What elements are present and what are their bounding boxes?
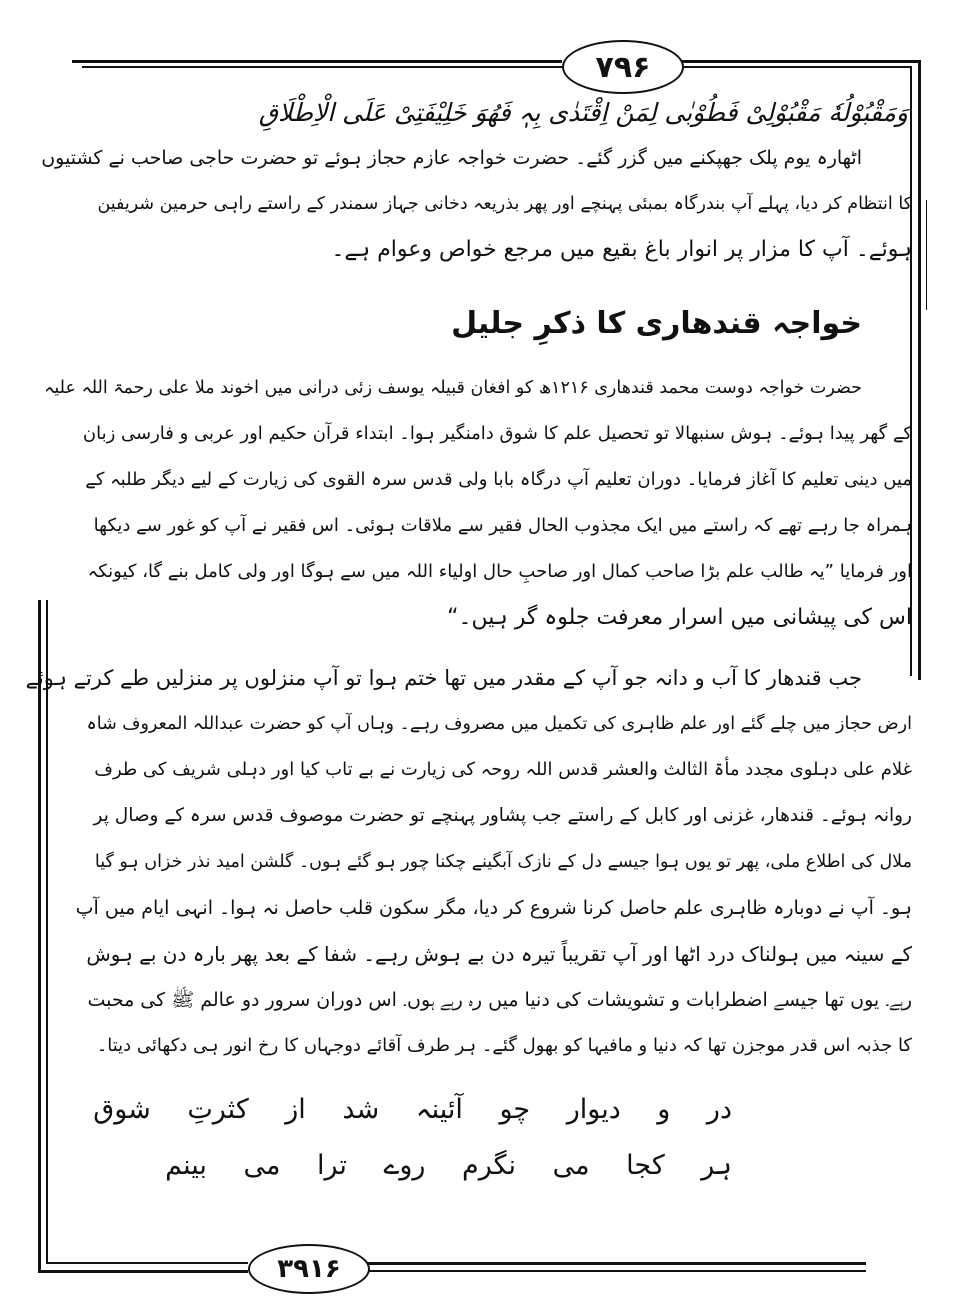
- paragraph-3-line: ہو۔ آپ نے دوبارہ ظاہری علم حاصل کرنا شروع کر دیا، مگر سکون قلب حاصل نہ ہوا۔ انہی ایام میں آپ: [75, 897, 912, 919]
- paragraph-3-line: ملال کی اطلاع ملی، پھر تو یوں ہوا جیسے دل کے نازک آبگینے چکنا چور ہو گئے ہوں۔ گلشن امید نذر خزاں ہو گیا: [94, 852, 912, 872]
- paragraph-1-line: اٹھارہ یوم پلک جھپکنے میں گزر گئے۔ حضرت خواجہ عازم حجاز ہوئے تو حضرت حاجی صاحب نے کشتیوں: [41, 147, 862, 169]
- paragraph-3-line: روانہ ہوئے۔ قندھار، غزنی اور کابل کے راستے جب پشاور پہنچے تو حضرت موصوف قدس سرہ کے وصال پر: [93, 805, 912, 826]
- arabic-quote: وَمَقْبُوْلُهٗ مَقْبُوْلِیْ فَطُوْبٰی لِمَنْ اِقْتَدٰی بِہٖ فَھُوَ خَلِیْفَتِیْ عَلَی الْاِطْلَاقِ: [258, 98, 908, 127]
- section-heading: خواجہ قندھاری کا ذکرِ جلیل: [451, 306, 862, 341]
- border-right-line-outer: [918, 60, 921, 680]
- paragraph-1-line: کا انتظام کر دیا، پہلے آپ بندرگاہ بمبئی پہنچے اور پھر بذریعہ دخانی جہاز سمندر کے راستے راہی حرمین شریفین: [97, 194, 912, 214]
- paragraph-3-line: ارض حجاز میں چلے گئے اور علم ظاہری کی تکمیل میں مصروف رہے۔ وہاں آپ کو حضرت عبداللہ المعروف شاہ: [86, 714, 912, 734]
- border-left-line-outer: [38, 600, 41, 1272]
- paragraph-3-line: غلام علی دہلوی مجدد مأۃ الثالث والعشر قدس اللہ روحہ کی زیارت نے بے تاب کیا اور دہلی شریف کی طرف: [94, 759, 912, 780]
- paragraph-1-line: ہوئے۔ آپ کا مزار پر انوار باغ بقیع میں مرجع خواص وعوام ہے۔: [331, 237, 912, 262]
- paragraph-2-line: ہمراہ جا رہے تھے کہ راستے میں ایک مجذوب الحال فقیر سے ملاقات ہوئی۔ اس فقیر نے آپ کو غور سے دیکھا: [93, 515, 912, 536]
- paragraph-3-line: کا جذبہ اس قدر موجزن تھا کہ دنیا و مافیہا کو بھول گئے۔ ہر طرف آقائے دوجہاں کا رخ انور ہی دکھائی دیتا۔: [96, 1035, 912, 1056]
- page-number-bottom: ۳۹۱۶: [248, 1244, 370, 1294]
- border-bottom-line-left: [38, 1270, 248, 1273]
- border-top-line-left-inner: [82, 66, 562, 68]
- paragraph-2-line: حضرت خواجہ دوست محمد قندھاری ۱۲۱۶ھ کو افغان قبیلہ یوسف زئی درانی میں اخوند ملا علی رحمۃ اللہ علیہ: [44, 378, 862, 398]
- paragraph-2-line: اس کی پیشانی میں اسرار معرفت جلوہ گر ہیں۔“: [447, 605, 912, 630]
- paragraph-2-line: کے گھر پیدا ہوئے۔ ہوش سنبھالا تو تحصیل علم کا شوق دامنگیر ہوا۔ ابتداء قرآن حکیم اور عربی و فارسی زبان: [82, 423, 912, 444]
- paragraph-2: [44, 368, 912, 668]
- paragraph-3-line: جب قندھار کا آب و دانہ جو آپ کے مقدر میں تھا ختم ہوا تو آپ منزلوں پر منزلیں طے کرتے ہوئے: [25, 666, 862, 690]
- paragraph-3-line: رہے۔ یوں تھا جیسے اضطرابات و تشویشات کی دنیا میں رہ رہے ہوں۔ اس دوران سرور دو عالم ﷺ کی محبت: [87, 989, 912, 1011]
- border-top-line-left: [72, 60, 562, 63]
- paragraph-3-line: کے سینہ میں ہولناک درد اٹھا اور آپ تقریباً تیرہ دن بے ہوش رہے۔ شفا کے بعد پھر بارہ دن بے ہوش: [86, 942, 912, 966]
- border-left-line-inner: [46, 600, 48, 1264]
- border-top-line-right: [680, 60, 920, 63]
- border-bottom-line-left-inner: [46, 1262, 248, 1264]
- paragraph-2-line: اور فرمایا ”یہ طالب علم بڑا صاحب کمال اور صاحبِ حال اولیاء اللہ میں سے ہوگا اور ولی کامل بنے گا، کیونکہ: [87, 561, 912, 582]
- page-number-top: ۷۹۶: [562, 40, 684, 94]
- paragraph-3: [25, 658, 912, 1098]
- poem-line-1: در و دیوار چو آئینہ شد از کثرتِ شوق: [93, 1094, 732, 1125]
- border-bottom-line-right: [366, 1262, 866, 1265]
- paragraph-2-line: میں دینی تعلیم کا آغاز فرمایا۔ دوران تعلیم آپ درگاہ بابا ولی قدس سرہ القوی کی زیارت کے لیے دیگر طلبہ کے: [85, 469, 912, 490]
- poem-line-2: ہر کجا می نگرم روے ترا می بینم: [165, 1150, 732, 1181]
- side-rule-right: [926, 200, 927, 310]
- border-bottom-line-right-inner: [366, 1270, 866, 1272]
- paragraph-1: [41, 138, 912, 298]
- border-top-line-right-inner: [680, 66, 910, 68]
